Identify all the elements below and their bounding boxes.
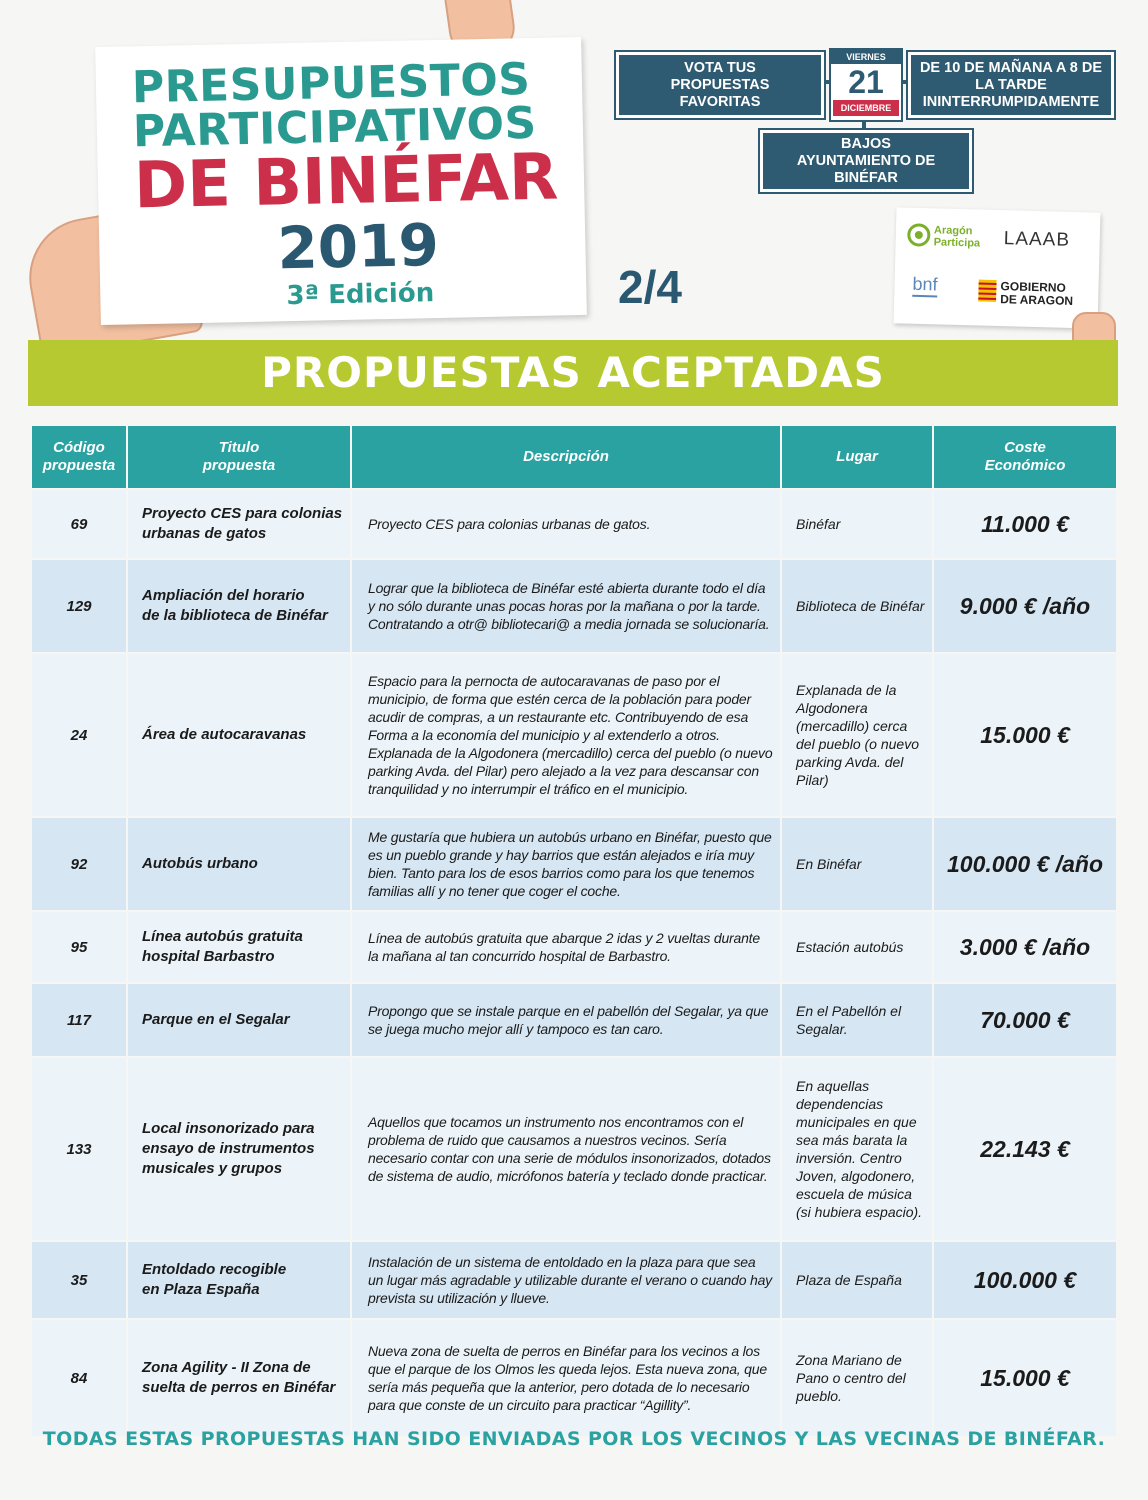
- title-line-2: PARTICIPATIVOS: [132, 97, 538, 158]
- gobierno-text-1: GOBIERNO: [1000, 279, 1067, 295]
- cell-description: Me gustaría que hubiera un autobús urbano en Binéfar, puesto que es un pueblo grande y hay barrios que están alejados e iría muy bien. Tanto para los de esos barrios como para los que tenemos familias allí y no tener que coger el coche.: [352, 818, 780, 910]
- proposals-table: [30, 424, 1118, 1438]
- cell-cost: 15.000 €: [934, 654, 1116, 816]
- cell-title: [128, 1320, 350, 1436]
- cell-code: 92: [32, 818, 126, 910]
- cell-code: 35: [32, 1242, 126, 1318]
- cell-place: En el Pabellón el Segalar.: [782, 984, 932, 1056]
- cell-title-line1: Línea autobús gratuita: [142, 928, 303, 945]
- cell-title-line2: suelta de perros en Binéfar: [142, 1379, 336, 1396]
- cell-place: Zona Mariano de Pano o centro del pueblo.: [782, 1320, 932, 1436]
- table-header-row: [32, 426, 1116, 488]
- aragon-participa-text-2: Participa: [933, 236, 981, 250]
- cell-description: Propongo que se instale parque en el pabellón del Segalar, ya que se juega mucho mejor allí y tampoco es tan caro.: [352, 984, 780, 1056]
- cell-title: [128, 1242, 350, 1318]
- cell-place: Biblioteca de Binéfar: [782, 560, 932, 652]
- table-row: [32, 1242, 1116, 1318]
- cell-cost: 70.000 €: [934, 984, 1116, 1056]
- cell-title-line2: de la biblioteca de Binéfar: [142, 607, 328, 624]
- date-card: [829, 48, 903, 122]
- gobierno-text-2: DE ARAGON: [1000, 292, 1074, 308]
- title-line-3: DE BINÉFAR: [133, 140, 559, 224]
- cell-cost: 22.143 €: [934, 1058, 1116, 1240]
- vote-text: VOTA TUS PROPUESTAS FAVORITAS: [670, 59, 770, 110]
- cell-description: Lograr que la biblioteca de Binéfar esté abierta durante todo el día y no sólo durante unas pocas horas por la mañana o por la tarde. Contratando a otr@ bibliotecari@ a media jornada se solucionaría.: [352, 560, 780, 652]
- cell-title-line2: en Plaza España: [142, 1281, 260, 1298]
- cell-code: 69: [32, 490, 126, 558]
- header-code: [32, 426, 126, 488]
- cell-title: [128, 560, 350, 652]
- cell-place: Binéfar: [782, 490, 932, 558]
- cell-title: [128, 912, 350, 982]
- cell-place: Plaza de España: [782, 1242, 932, 1318]
- cell-cost: 9.000 € /año: [934, 560, 1116, 652]
- cell-description: Instalación de un sistema de entoldado en la plaza para que sea un lugar más agradable y utilizable durante el verano o cuando hay prevista su utilización y llueve.: [352, 1242, 780, 1318]
- edition: 3ª Edición: [286, 278, 435, 312]
- table-row: [32, 1058, 1116, 1240]
- cell-place: Explanada de la Algodonera (mercadillo) cerca del pueblo (o nuevo parking Avda. del Pilar): [782, 654, 932, 816]
- header-title-line2: propuesta: [202, 457, 276, 474]
- header-place: Lugar: [782, 426, 932, 488]
- cell-title: [128, 984, 350, 1056]
- vote-box: [616, 52, 824, 118]
- hours-box: [908, 52, 1114, 118]
- date-day: 21: [848, 64, 884, 100]
- table-row: [32, 818, 1116, 910]
- cell-title-line1: Parque en el Segalar: [142, 1011, 290, 1028]
- header-cost-line2: Económico: [984, 457, 1066, 474]
- title-line-1: PRESUPUESTOS: [131, 54, 531, 114]
- date-month: DICIEMBRE: [833, 100, 899, 116]
- cell-cost: 3.000 € /año: [934, 912, 1116, 982]
- aragon-participa-text-1: Aragón: [933, 224, 973, 238]
- cell-title: [128, 490, 350, 558]
- cell-title: [128, 654, 350, 816]
- title-card: [95, 37, 587, 325]
- header-cost: [934, 426, 1116, 488]
- bnf-logo: bnf: [912, 274, 938, 298]
- header-description: Descripción: [352, 426, 780, 488]
- cell-title-line1: Proyecto CES para colonias: [142, 505, 343, 522]
- table-row: [32, 490, 1116, 558]
- laab-logo: LAAAB: [1003, 228, 1071, 251]
- table-row: [32, 912, 1116, 982]
- cell-description: Espacio para la pernocta de autocaravanas de paso por el municipio, de forma que estén cerca de la población para poder acudir de compras, a un restaurante etc. Contribuyendo de esa Forma a la economía del municipio y al extenderlo a otros. Explanada de la Algodonera (mercadillo) cerca del pueblo (o nuevo parking Avda. del Pilar) pero alejado a la vez para descansar con tranquilidad y no interrumpir el tráfico en el municipio.: [352, 654, 780, 816]
- cell-code: 117: [32, 984, 126, 1056]
- year: 2019: [276, 210, 440, 283]
- cell-cost: 11.000 €: [934, 490, 1116, 558]
- table-row: [32, 1320, 1116, 1436]
- cell-title-line2: hospital Barbastro: [142, 948, 275, 965]
- cell-place: En Binéfar: [782, 818, 932, 910]
- cell-code: 95: [32, 912, 126, 982]
- cell-title-line1: Entoldado recogible: [142, 1261, 287, 1278]
- banner: [28, 340, 1118, 406]
- header-code-line1: Código: [53, 439, 105, 456]
- cell-title-line1: Local insonorizado para: [142, 1120, 315, 1137]
- cell-title-line2: urbanas de gatos: [142, 525, 267, 542]
- table-row: [32, 560, 1116, 652]
- cell-cost: 100.000 € /año: [934, 818, 1116, 910]
- cell-code: 129: [32, 560, 126, 652]
- cell-code: 84: [32, 1320, 126, 1436]
- cell-cost: 100.000 €: [934, 1242, 1116, 1318]
- cell-description: Aquellos que tocamos un instrumento nos encontramos con el problema de ruido que causamos a nuestros vecinos. Sería necesario contar con una serie de módulos insonorizados, dotados de sistema de audio, micrófonos batería y teclado donde practicar.: [352, 1058, 780, 1240]
- footer-note: TODAS ESTAS PROPUESTAS HAN SIDO ENVIADAS POR LOS VECINOS Y LAS VECINAS DE BINÉFAR.: [42, 1428, 1106, 1450]
- place-box: [760, 130, 972, 192]
- cell-title-line2: ensayo de instrumentos musicales y grupos: [142, 1140, 315, 1177]
- cell-code: 24: [32, 654, 126, 816]
- cell-cost: 15.000 €: [934, 1320, 1116, 1436]
- cell-title: [128, 818, 350, 910]
- cell-description: Nueva zona de suelta de perros en Binéfar para los vecinos a los que el parque de los Olmos les queda lejos. Esta nueva zona, que sería más pequeña que la anterior, pero dotada de lo necesario para que conste de un circuito para practicar “Agillity”.: [352, 1320, 780, 1436]
- table-row: [32, 654, 1116, 816]
- date-weekday: VIERNES: [831, 50, 901, 64]
- cell-title-line1: Área de autocaravanas: [142, 726, 307, 743]
- place-text: BAJOS AYUNTAMIENTO DE BINÉFAR: [796, 135, 936, 186]
- logos-card: [894, 207, 1101, 328]
- header-title-line1: Titulo: [218, 439, 260, 456]
- cell-description: Proyecto CES para colonias urbanas de gatos.: [352, 490, 780, 558]
- cell-title-line1: Ampliación del horario: [142, 587, 305, 604]
- table-row: [32, 984, 1116, 1056]
- header-title: [128, 426, 350, 488]
- cell-description: Línea de autobús gratuita que abarque 2 idas y 2 vueltas durante la mañana al tan concurrido hospital de Barbastro.: [352, 912, 780, 982]
- cell-title-line1: Zona Agility - II Zona de: [142, 1359, 311, 1376]
- cell-title: [128, 1058, 350, 1240]
- page-number: 2/4: [618, 261, 682, 313]
- banner-title: PROPUESTAS ACEPTADAS: [261, 348, 885, 397]
- hours-text: DE 10 DE MAÑANA A 8 DE LA TARDE ININTERRUMPIDAMENTE: [919, 59, 1103, 110]
- header-code-line2: propuesta: [42, 457, 116, 474]
- cell-code: 133: [32, 1058, 126, 1240]
- cell-place: En aquellas dependencias municipales en que sea más barata la inversión. Centro Joven, algodonero, escuela de música (si hubiera espacio).: [782, 1058, 932, 1240]
- header-cost-line1: Coste: [1004, 439, 1046, 456]
- aragon-flag-icon: [978, 280, 997, 302]
- aragon-participa-logo-icon: [906, 222, 933, 249]
- cell-place: Estación autobús: [782, 912, 932, 982]
- cell-title-line1: Autobús urbano: [142, 855, 258, 872]
